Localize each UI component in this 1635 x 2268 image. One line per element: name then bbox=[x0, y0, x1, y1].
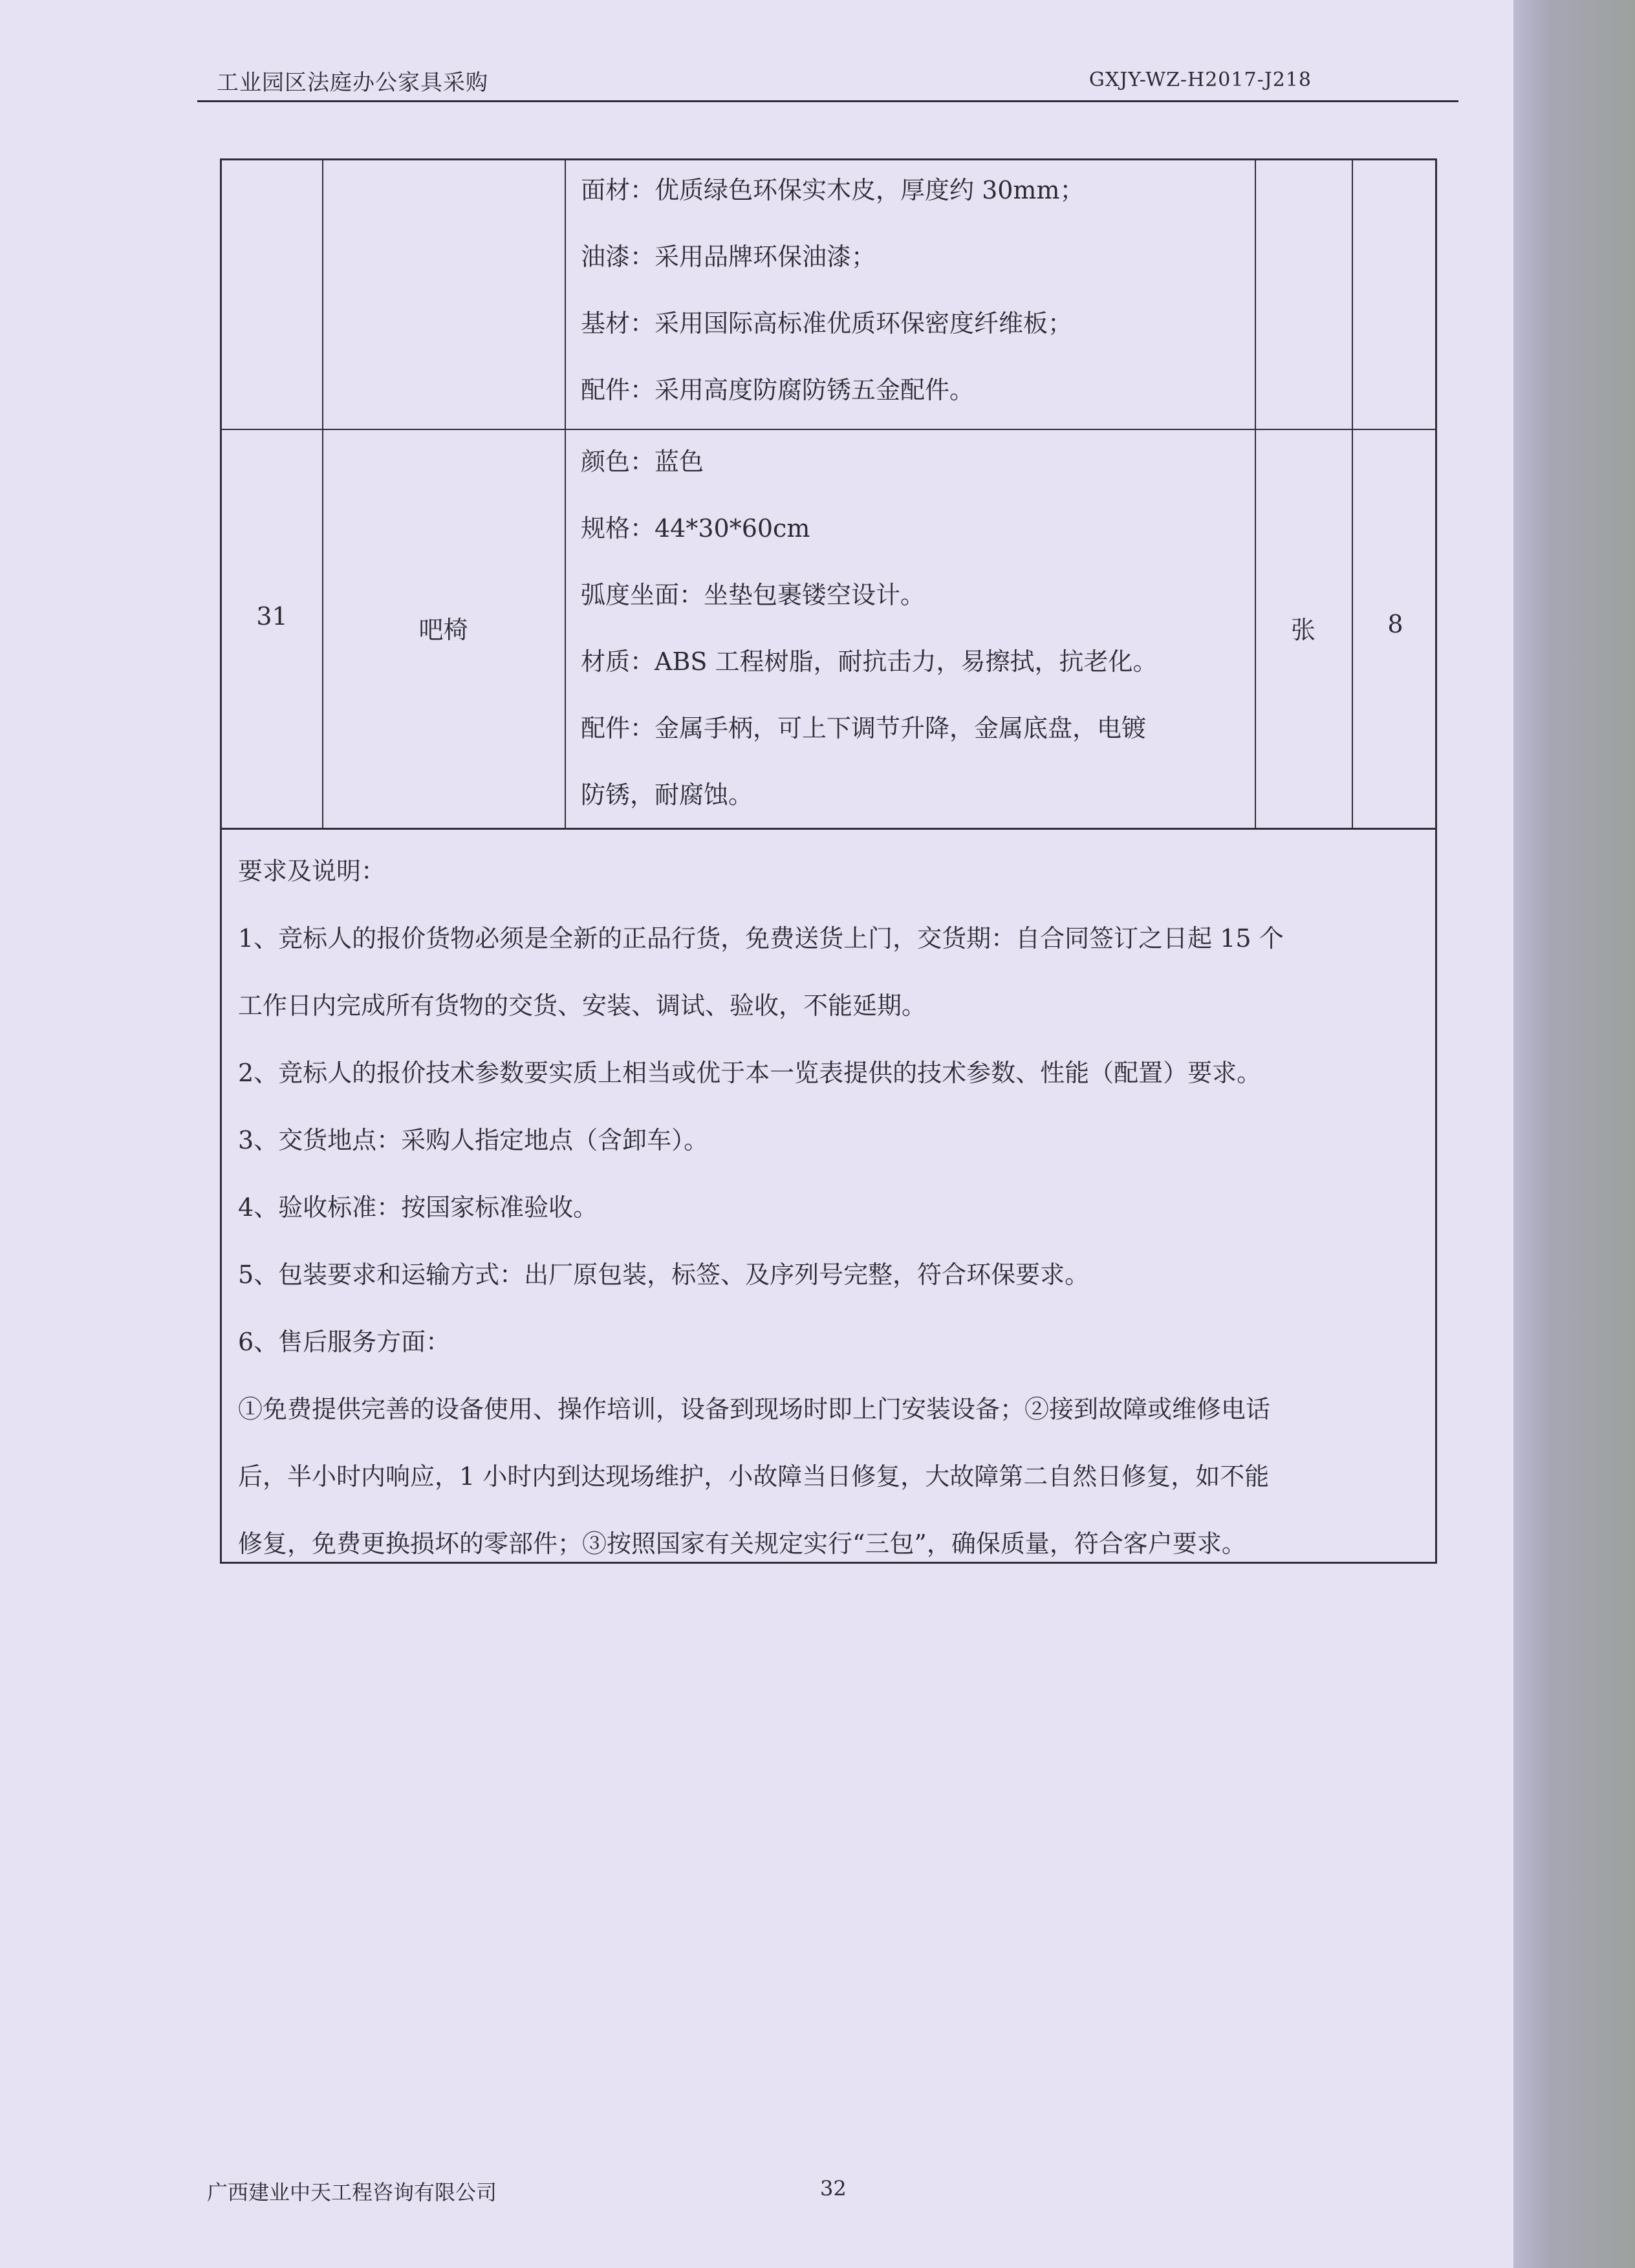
spec-line: 防锈，耐腐蚀。 bbox=[581, 781, 753, 809]
document-code: GXJY-WZ-H2017-J218 bbox=[1088, 69, 1312, 91]
spec-line: 材质：ABS 工程树脂，耐抗击力，易擦拭，抗老化。 bbox=[581, 647, 1158, 676]
footer-company: 广西建业中天工程咨询有限公司 bbox=[207, 2180, 497, 2205]
spec-line: 颜色：蓝色 bbox=[581, 448, 704, 476]
document-title: 工业园区法庭办公家具采购 bbox=[217, 70, 488, 96]
spec-line: 配件：采用高度防腐防锈五金配件。 bbox=[581, 376, 975, 404]
spec-line: 基材：采用国际高标准优质环保密度纤维板； bbox=[581, 309, 1073, 338]
requirements-box bbox=[220, 830, 1437, 1564]
column-divider bbox=[322, 160, 323, 828]
table-row-prev-specs bbox=[581, 157, 1085, 424]
requirement-line: 6、售后服务方面： bbox=[238, 1328, 451, 1356]
requirement-line: 3、交货地点：采购人指定地点（含卸车）。 bbox=[238, 1126, 709, 1154]
spec-line: 油漆：采用品牌环保油漆； bbox=[581, 243, 876, 271]
spec-line: 规格：44*30*60cm bbox=[581, 514, 810, 543]
requirement-line: 5、包装要求和运输方式：出厂原包装，标签、及序列号完整，符合环保要求。 bbox=[238, 1260, 1090, 1289]
requirements-heading: 要求及说明： bbox=[238, 857, 386, 885]
page-number: 32 bbox=[820, 2176, 847, 2201]
column-divider bbox=[1255, 160, 1256, 828]
spec-line: 面材：优质绿色环保实木皮，厚度约 30mm； bbox=[581, 176, 1085, 204]
table-row-31-specs bbox=[581, 429, 1157, 828]
requirements-text bbox=[238, 837, 1284, 1577]
requirement-line: 4、验收标准：按国家标准验收。 bbox=[238, 1193, 598, 1222]
item-quantity: 8 bbox=[1387, 610, 1403, 638]
spec-table bbox=[220, 158, 1437, 830]
requirement-line: 修复，免费更换损坏的零部件；③按照国家有关规定实行“三包”，确保质量，符合客户要求。 bbox=[238, 1529, 1246, 1558]
requirement-line: 工作日内完成所有货物的交货、安装、调试、验收，不能延期。 bbox=[238, 991, 927, 1020]
requirement-line: 2、竞标人的报价技术参数要实质上相当或优于本一览表提供的技术参数、性能（配置）要求。 bbox=[238, 1059, 1262, 1087]
column-divider bbox=[565, 160, 566, 828]
column-divider bbox=[1352, 160, 1353, 828]
requirement-line: ①免费提供完善的设备使用、操作培训，设备到现场时即上门安装设备；②接到故障或维修电话 bbox=[238, 1395, 1271, 1423]
header-rule bbox=[197, 100, 1458, 102]
item-name: 吧椅 bbox=[418, 616, 468, 644]
requirement-line: 后，半小时内响应，1 小时内到达现场维护，小故障当日修复，大故障第二自然日修复，如不能 bbox=[238, 1462, 1270, 1491]
spec-line: 配件：金属手柄，可上下调节升降，金属底盘，电镀 bbox=[581, 714, 1147, 742]
scan-edge-shadow bbox=[1513, 0, 1635, 2268]
item-unit: 张 bbox=[1290, 616, 1316, 644]
spec-line: 弧度坐面：坐垫包裹镂空设计。 bbox=[581, 581, 926, 609]
requirement-line: 1、竞标人的报价货物必须是全新的正品行货，免费送货上门，交货期：自合同签订之日起 15 个 bbox=[238, 924, 1284, 953]
item-index: 31 bbox=[256, 602, 288, 631]
